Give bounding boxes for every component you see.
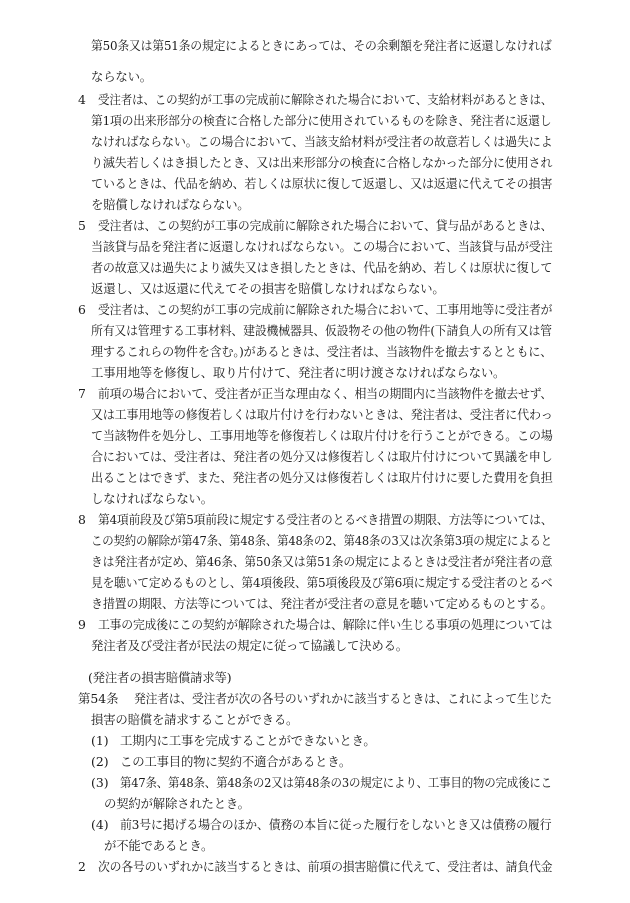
text-line: ているときは、代品を納め、若しくは原状に復して返還し、又は返還に代えてその損害 [91,175,553,191]
paragraph-number: 2 [78,859,86,875]
text-line: 合においては、受注者は、発注者の処分又は修復若しくは取片付けについて異議を申し [91,448,553,464]
text-line: 第50条又は第51条の規定によるときにあっては、その余剰額を発注者に返還しなければ [91,38,552,53]
text-line: 次の各号のいずれかに該当するときは、前項の損害賠償に代えて、受注者は、請負代金 [98,859,553,875]
text-line: ならない。 [91,68,152,84]
text-line: 又は工事用地等の修復若しくは取片付けを行わないときは、発注者は、受注者に代わっ [91,406,553,422]
text-line: この契約の解除が第47条、第48条、第48条の2、第48条の3又は次条第3項の規定によると [91,532,553,548]
text-line: り滅失若しくはき損したとき、又は出来形部分の検査に合格しなかった部分に使用され [91,154,553,170]
text-line: 工期内に工事を完成することができないとき。 [120,733,376,749]
text-line: 第1項の出来形部分の検査に合格した部分に使用されているものを除き、発注者に返還し [91,112,552,128]
paragraph-number: 6 [78,301,86,317]
text-line: 理するこれらの物件を含む。)があるときは、受注者は、当該物件を撤去するとともに、 [91,343,553,359]
text-line: 所有又は管理する工事材料、建設機械器具、仮設物その他の物件(下請負人の所有又は管 [91,322,552,338]
text-line: 工事用地等を修復し、取り片付けて、発注者に明け渡さなければならない。 [91,364,506,380]
text-line: しなければならない。 [91,490,213,506]
text-line: なければならない。この場合において、当該支給材料が受注者の故意若しくは過失によ [91,133,553,149]
item-number: (3) [91,775,109,791]
text-line: 第47条、第48条、第48条の2又は第48条の3の規定により、工事目的物の完成後にこ [120,775,552,791]
text-line: この工事目的物に契約不適合があるとき。 [120,754,352,770]
paragraph-number: 5 [78,217,86,233]
text-line: 第4項前段及び第5項前段に規定する受注者のとるべき措置の期限、方法等については、 [98,511,553,527]
paragraph-number: 7 [78,385,86,401]
text-line: 前3号に掲げる場合のほか、債務の本旨に従った履行をしないとき又は債務の履行 [120,817,552,833]
paragraph-number: 8 [78,511,86,527]
text-line: の契約が解除されたとき。 [104,796,250,812]
text-line: 当該貸与品を発注者に返還しなければならない。この場合において、当該貸与品が受注 [91,238,553,254]
article-label: 第54条 [78,691,119,707]
text-line: 発注者及び受注者が民法の規定に従って協議して決める。 [91,637,408,653]
text-line: を賠償しなければならない。 [91,196,250,212]
item-number: (4) [91,817,109,833]
text-line: きは発注者が定め、第46条、第50条又は第51条の規定によるときは受注者が発注者の意 [91,553,553,569]
item-number: (2) [91,754,109,770]
article-heading: (発注者の損害賠償請求等) [88,670,232,686]
text-line: て当該物件を処分し、工事用地等を修復若しくは取片付けを行うことができる。この場 [91,427,553,443]
text-line: 前項の場合において、受注者が正当な理由なく、相当の期間内に当該物件を撤去せず、 [98,385,553,401]
text-line: 返還し、又は返還に代えてその損害を賠償しなければならない。 [91,280,445,296]
text-line: 出ることはできず、また、発注者の処分又は修復若しくは取片付けに要した費用を負担 [91,469,553,485]
text-line: 工事の完成後にこの契約が解除された場合は、解除に伴い生じる事項の処理については [98,616,553,632]
text-line: 損害の賠償を請求することができる。 [91,712,299,728]
text-line: 受注者は、この契約が工事の完成前に解除された場合において、支給材料があるときは、 [98,91,553,107]
text-line: が不能であるとき。 [104,838,214,854]
text-line: 見を聴いて定めるものとし、第4項後段、第5項後段及び第6項に規定する受注者のとるべ [91,574,553,590]
item-number: (1) [91,733,109,749]
text-line: 発注者は、受注者が次の各号のいずれかに該当するときは、これによって生じた [134,691,552,707]
text-line: 受注者は、この契約が工事の完成前に解除された場合において、貸与品があるときは、 [98,217,553,233]
paragraph-number: 4 [78,91,86,107]
text-line: 受注者は、この契約が工事の完成前に解除された場合において、工事用地等に受注者が [98,301,553,317]
text-line: 者の故意又は過失により滅失又はき損したときは、代品を納め、若しくは原状に復して [91,259,553,275]
text-line: き措置の期限、方法等については、発注者が受注者の意見を聴いて定めるものとする。 [91,595,553,611]
paragraph-number: 9 [78,616,86,632]
